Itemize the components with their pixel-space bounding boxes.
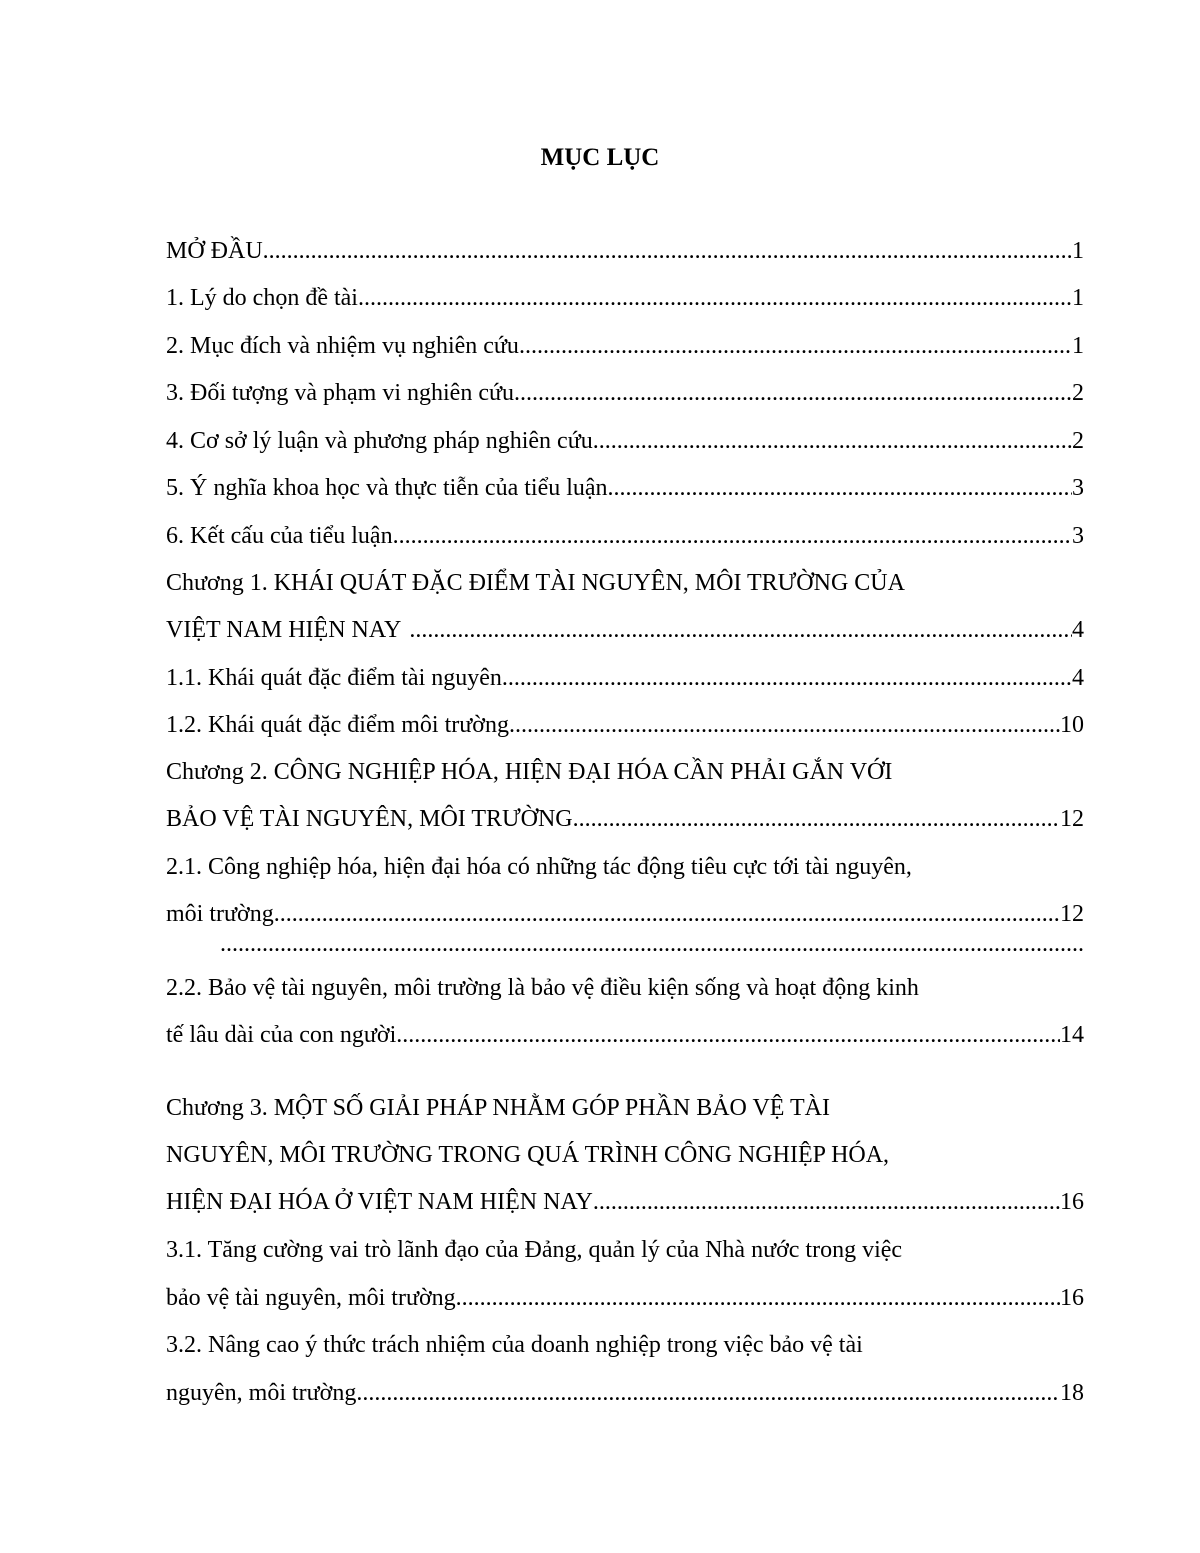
toc-entry-label: 2. Mục đích và nhiệm vụ nghiên cứu (166, 333, 519, 359)
toc-entry-label: MỞ ĐẦU (166, 238, 263, 264)
toc-entry-label: tế lâu dài của con người (166, 1022, 397, 1048)
toc-leader-dots (396, 1015, 1060, 1055)
toc-entry-label: 1.2. Khái quát đặc điểm môi trường (166, 712, 509, 738)
toc-leader-dots (263, 231, 1072, 271)
toc-entry-label: môi trường (166, 901, 274, 927)
toc-entry-chapter-1 (166, 610, 1084, 650)
toc-leader-dots-line (220, 924, 1084, 964)
toc-entry-1 (166, 278, 1084, 318)
toc-entry-page: 14 (1060, 1022, 1084, 1048)
toc-leader-dots (401, 610, 1072, 650)
toc-entry-3 (166, 373, 1084, 413)
toc-leader-dots (509, 705, 1060, 745)
toc-entry-page: 3 (1072, 523, 1084, 549)
toc-leader-dots (356, 1373, 1060, 1413)
toc-entry-label: 5. Ý nghĩa khoa học và thực tiễn của tiểu luận (166, 475, 608, 501)
toc-entry-chapter-2-line-1: Chương 2. CÔNG NGHIỆP HÓA, HIỆN ĐẠI HÓA CẦN PHẢI GẮN VỚI (166, 759, 893, 785)
toc-entry-page: 1 (1072, 285, 1084, 311)
toc-entry-mo-dau (166, 231, 1084, 271)
toc-entry-3-2 (166, 1373, 1084, 1413)
toc-entry-label: 3. Đối tượng và phạm vi nghiên cứu (166, 380, 514, 406)
toc-leader-dots (456, 1278, 1060, 1318)
toc-entry-6 (166, 516, 1084, 556)
toc-entry-4 (166, 421, 1084, 461)
toc-entry-page: 12 (1060, 806, 1084, 832)
toc-entry-1-1 (166, 658, 1084, 698)
toc-entry-3-2-line-1: 3.2. Nâng cao ý thức trách nhiệm của doanh nghiệp trong việc bảo vệ tài (166, 1332, 863, 1358)
toc-entry-2-2-line-1: 2.2. Bảo vệ tài nguyên, môi trường là bảo vệ điều kiện sống và hoạt động kinh (166, 975, 919, 1001)
toc-entry-5 (166, 468, 1084, 508)
toc-entry-page: 16 (1060, 1189, 1084, 1215)
toc-entry-page: 12 (1060, 901, 1084, 927)
toc-leader-dots (358, 278, 1072, 318)
toc-entry-label: 4. Cơ sở lý luận và phương pháp nghiên cứu (166, 428, 593, 454)
toc-leader-dots (593, 421, 1072, 461)
toc-entry-label: nguyên, môi trường (166, 1380, 357, 1406)
toc-entry-page: 1 (1072, 333, 1084, 359)
toc-entry-label: 1.1. Khái quát đặc điểm tài nguyên (166, 665, 502, 691)
toc-entry-label: 1. Lý do chọn đề tài (166, 285, 358, 311)
toc-leader-dots (393, 516, 1072, 556)
toc-leader-dots (608, 468, 1072, 508)
toc-entry-page: 16 (1060, 1285, 1084, 1311)
toc-entry-page: 10 (1060, 712, 1084, 738)
toc-entry-3-1 (166, 1278, 1084, 1318)
toc-entry-chapter-2 (166, 799, 1084, 839)
toc-entry-page: 4 (1072, 617, 1084, 643)
toc-entry-page: 4 (1072, 665, 1084, 691)
toc-entry-page: 2 (1072, 428, 1084, 454)
toc-entry-1-2 (166, 705, 1084, 745)
toc-leader-dots (514, 373, 1072, 413)
toc-entry-label: VIỆT NAM HIỆN NAY (166, 617, 402, 643)
toc-entry-chapter-3-line-1: Chương 3. MỘT SỐ GIẢI PHÁP NHẰM GÓP PHẦN BẢO VỆ TÀI (166, 1095, 830, 1121)
toc-entry-page: 2 (1072, 380, 1084, 406)
toc-leader-dots (593, 1182, 1060, 1222)
toc-entry-page: 1 (1072, 238, 1084, 264)
toc-leader-dots (502, 658, 1072, 698)
toc-entry-2-1-line-1: 2.1. Công nghiệp hóa, hiện đại hóa có những tác động tiêu cực tới tài nguyên, (166, 854, 912, 880)
toc-entry-chapter-3-line-2: NGUYÊN, MÔI TRƯỜNG TRONG QUÁ TRÌNH CÔNG NGHIỆP HÓA, (166, 1142, 890, 1168)
toc-entry-label: BẢO VỆ TÀI NGUYÊN, MÔI TRƯỜNG (166, 806, 573, 832)
toc-entry-page: 18 (1060, 1380, 1084, 1406)
toc-entry-2 (166, 326, 1084, 366)
toc-entry-chapter-1-line-1: Chương 1. KHÁI QUÁT ĐẶC ĐIỂM TÀI NGUYÊN, MÔI TRƯỜNG CỦA (166, 570, 905, 596)
toc-entry-2-2 (166, 1015, 1084, 1055)
toc-entry-page: 3 (1072, 475, 1084, 501)
toc-entry-label: bảo vệ tài nguyên, môi trường (166, 1285, 456, 1311)
toc-entry-label: 6. Kết cấu của tiểu luận (166, 523, 393, 549)
toc-title: MỤC LỤC (540, 144, 660, 171)
toc-entry-chapter-3 (166, 1182, 1084, 1222)
toc-entry-3-1-line-1: 3.1. Tăng cường vai trò lãnh đạo của Đảng, quản lý của Nhà nước trong việc (166, 1237, 903, 1263)
toc-leader-dots (573, 799, 1060, 839)
toc-leader-dots (519, 326, 1072, 366)
toc-entry-label: HIỆN ĐẠI HÓA Ở VIỆT NAM HIỆN NAY (166, 1189, 593, 1215)
